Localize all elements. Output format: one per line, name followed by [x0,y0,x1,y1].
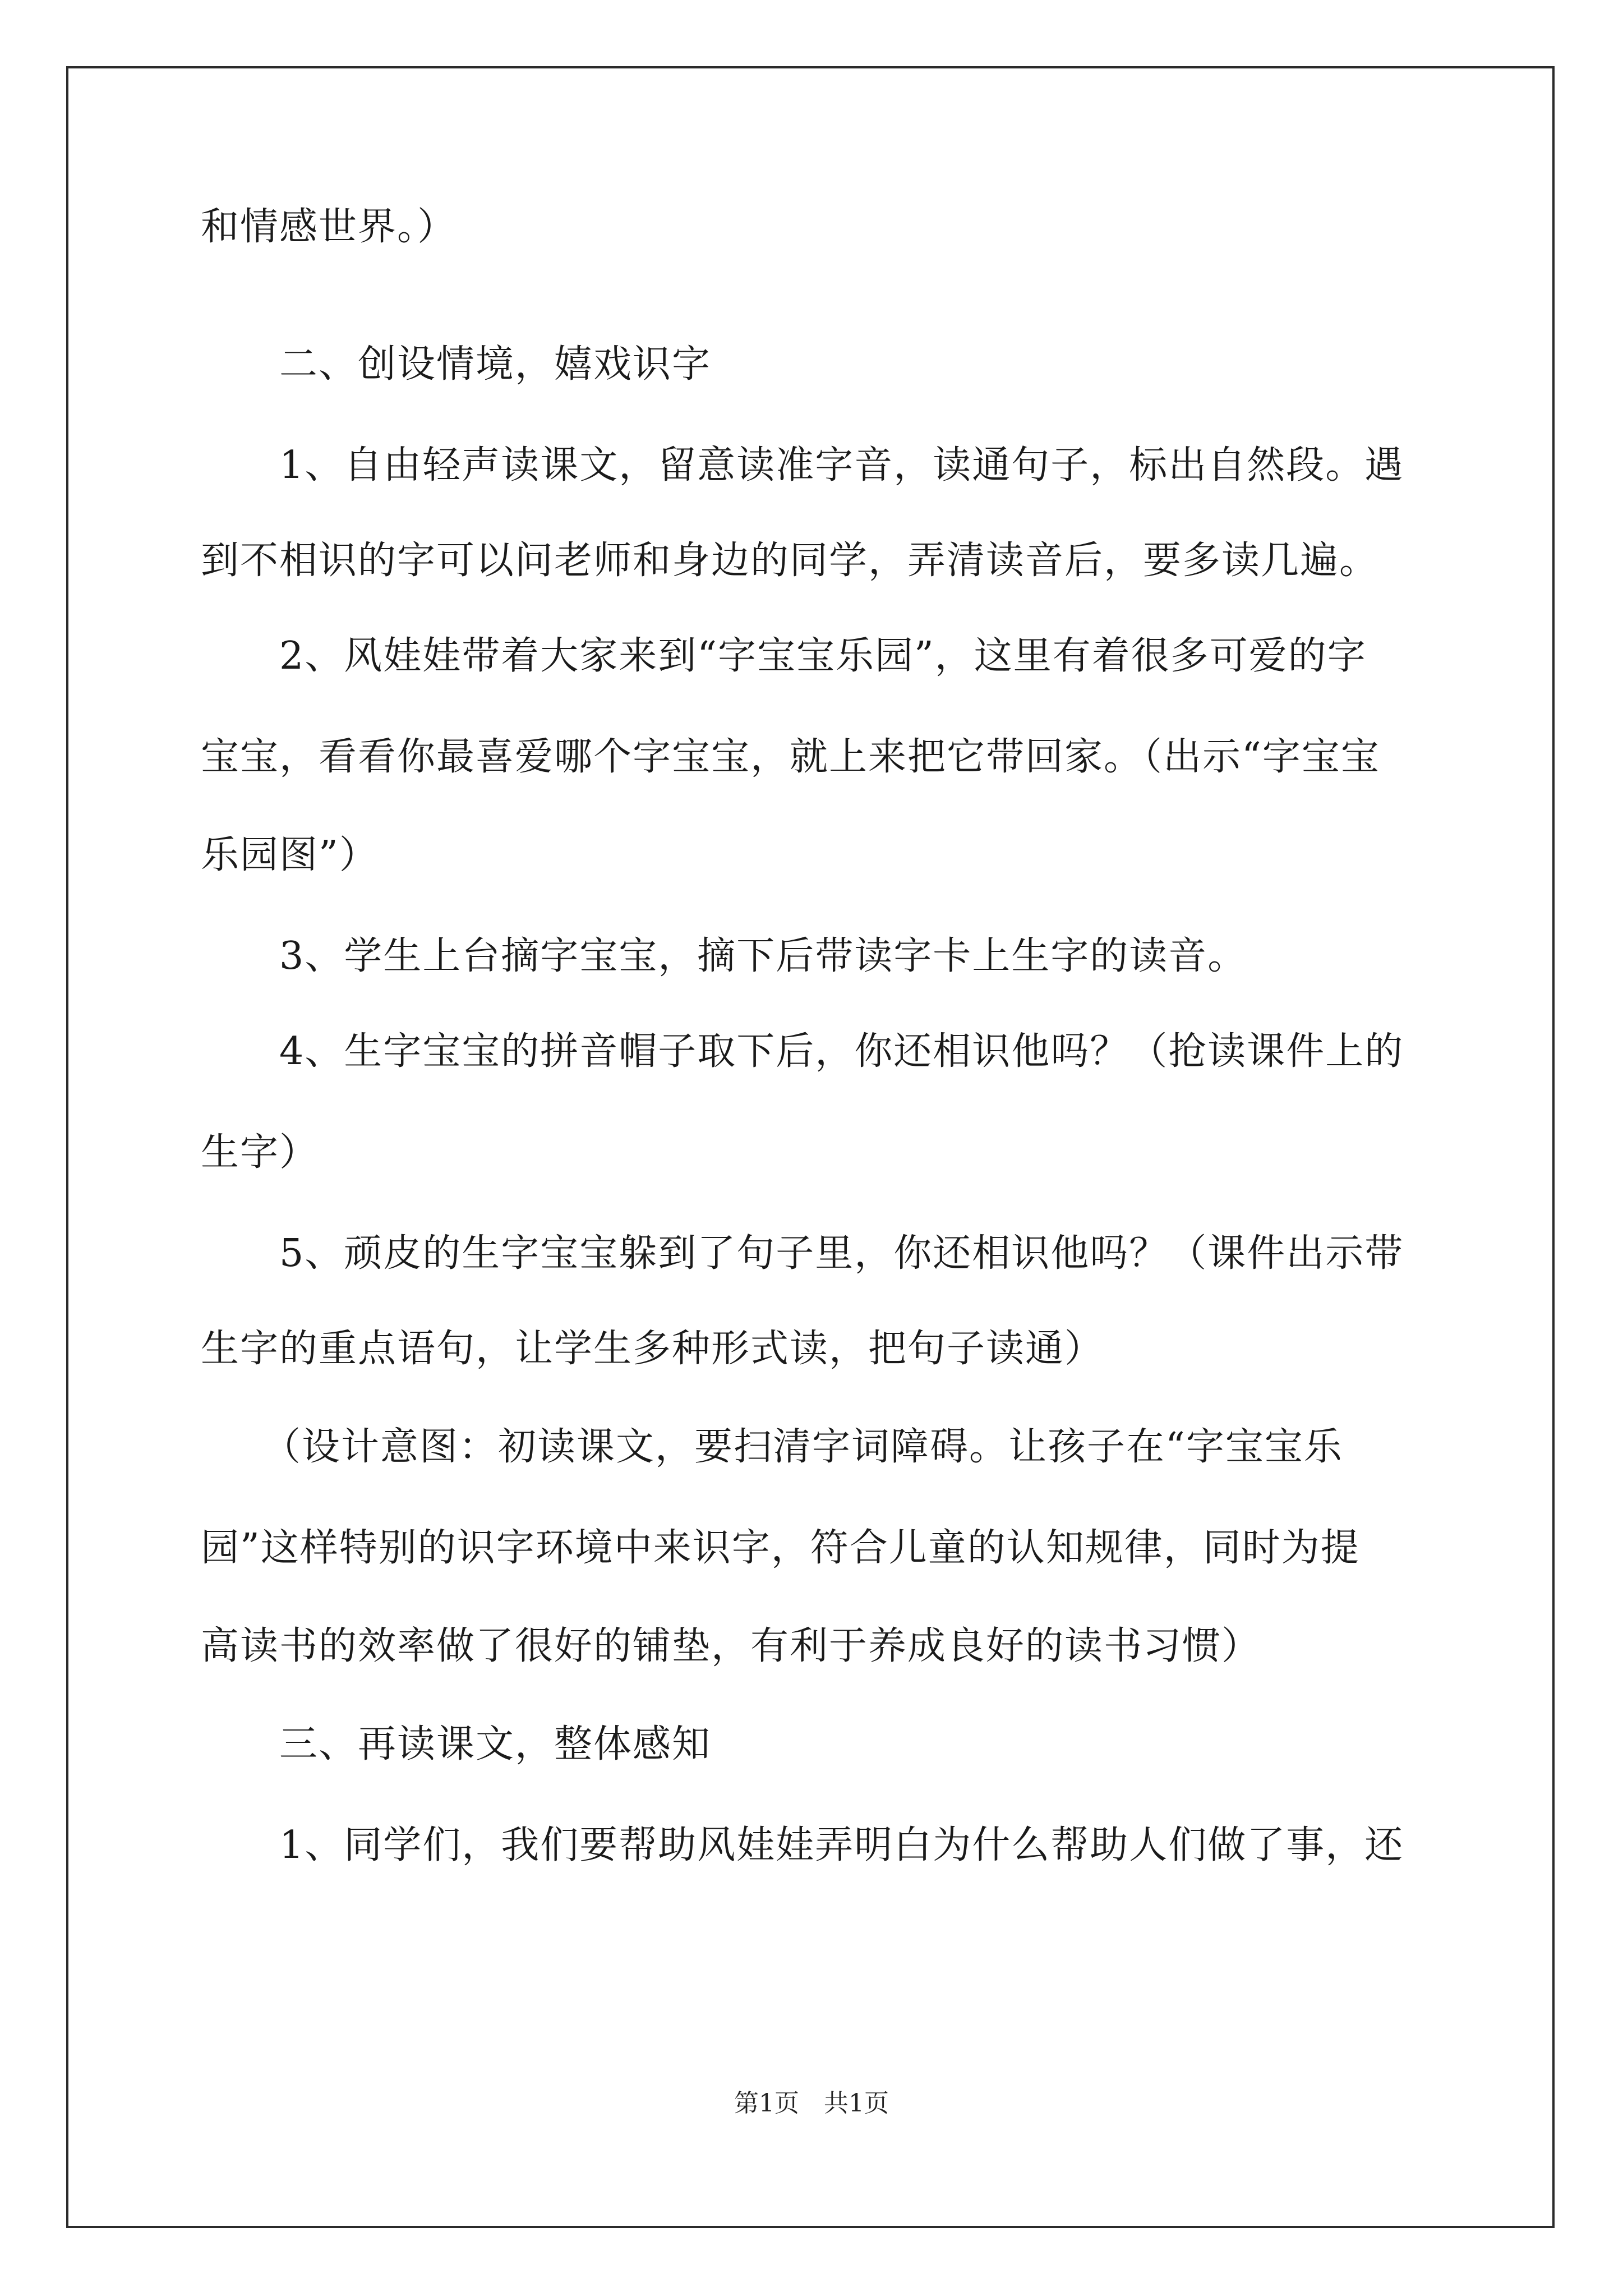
paragraph-line: 2、风娃娃带着大家来到“字宝宝乐园”，这里有着很多可爱的字 [279,634,1367,678]
paragraph-line: 乐园图”） [201,833,379,877]
section-heading: 二、创设情境，嬉戏识字 [279,342,712,386]
paragraph-line: 5、顽皮的生字宝宝躲到了句子里，你还相识他吗？（课件出示带 [279,1231,1404,1276]
paragraph-line: 1、自由轻声读课文，留意读准字音，读通句子，标出自然段。遇 [279,443,1404,487]
paragraph-line: 生字） [201,1130,319,1175]
paragraph-line: 高读书的效率做了很好的铺垫，有利于养成良好的读书习惯） [201,1624,1261,1668]
paragraph-line: 园”这样特别的识字环境中来识字，符合儿童的认知规律，同时为提 [201,1526,1360,1570]
paragraph-line: 到不相识的字可以问老师和身边的同学，弄清读音后，要多读几遍。 [201,539,1379,583]
page-number-footer: 第1页 共1页 [734,2089,889,2118]
paragraph-line: 和情感世界。） [201,205,457,249]
section-heading: 三、再读课文，整体感知 [279,1722,712,1766]
paragraph-line: 3、学生上台摘字宝宝，摘下后带读字卡上生字的读音。 [279,934,1247,978]
paragraph-line: 4、生字宝宝的拼音帽子取下后，你还相识他吗？（抢读课件上的 [279,1029,1404,1074]
paragraph-line: 1、同学们，我们要帮助风娃娃弄明白为什么帮助人们做了事，还 [279,1823,1404,1867]
paragraph-line: （设计意图：初读课文，要扫清字词障碍。让孩子在“字宝宝乐 [262,1425,1343,1469]
paragraph-line: 宝宝，看看你最喜爱哪个字宝宝，就上来把它带回家。（出示“字宝宝 [201,735,1380,779]
paragraph-line: 生字的重点语句，让学生多种形式读，把句子读通） [201,1327,1104,1371]
